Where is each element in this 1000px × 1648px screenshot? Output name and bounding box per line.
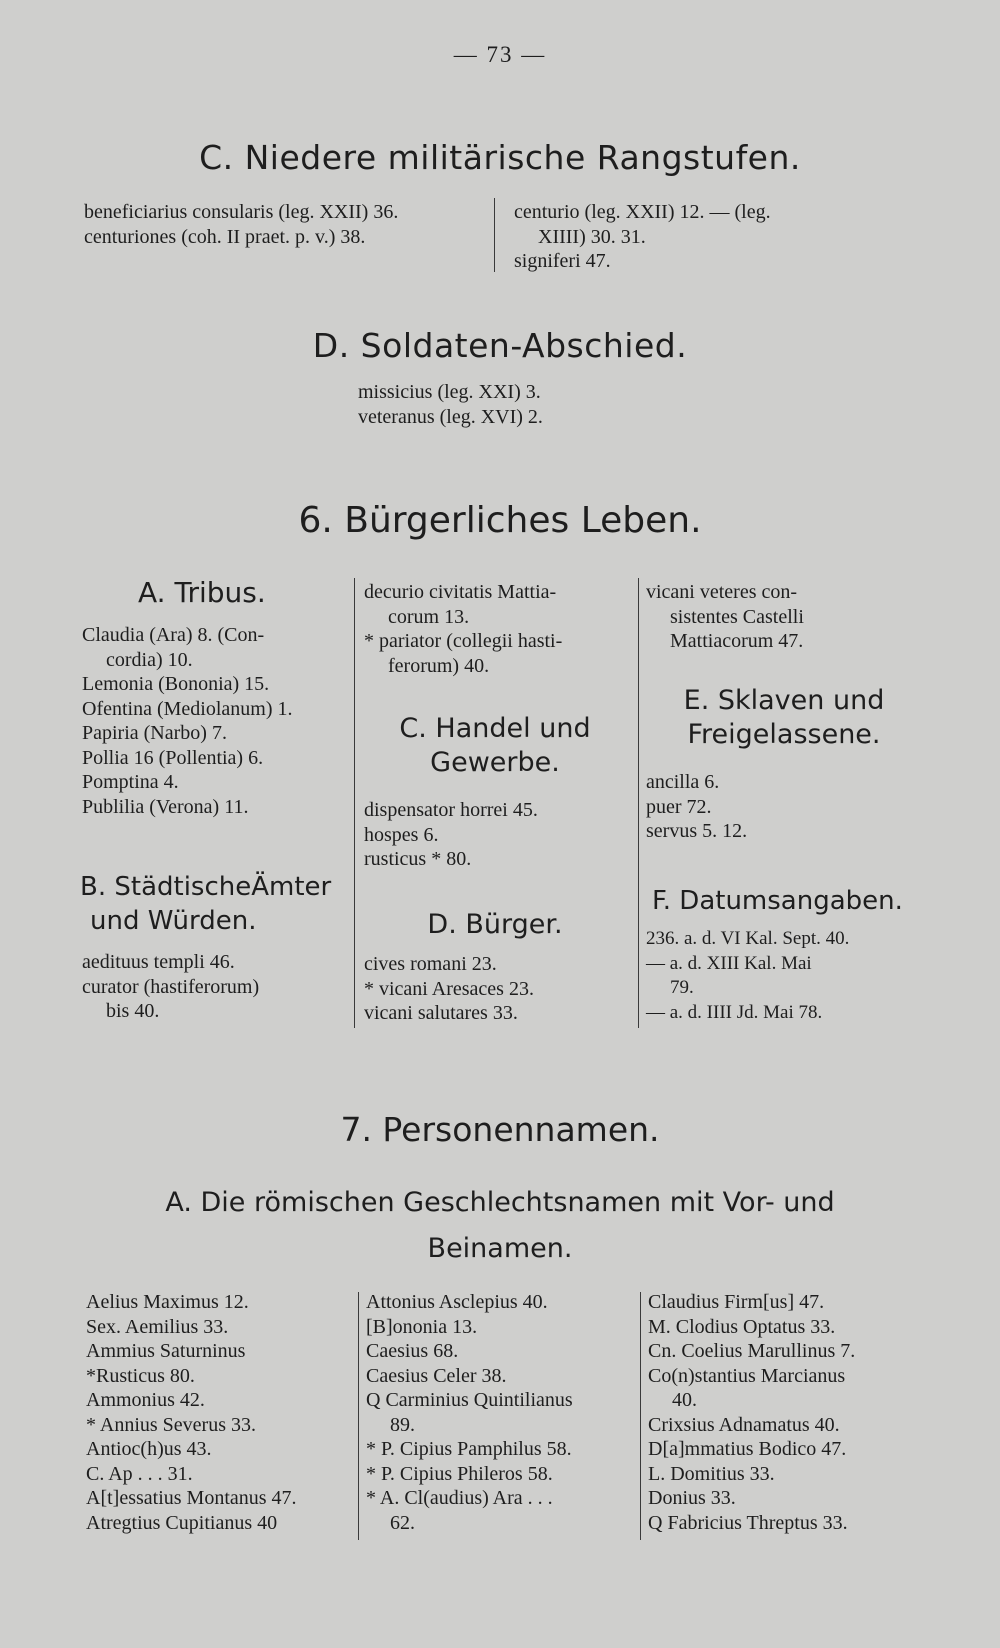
name-entry: * A. Cl(audius) Ara . . . (366, 1487, 553, 1509)
column-rule (638, 578, 639, 1028)
name-entry: Antioc(h)us 43. (86, 1438, 212, 1460)
names-column-2 (366, 1290, 636, 1535)
tribus-list (82, 623, 352, 819)
text-line: hospes 6. (364, 823, 439, 846)
name-entry: Co(n)stantius Marcianus (648, 1364, 846, 1387)
text-line: Pollia 16 (Pollentia) 6. (82, 746, 264, 769)
name-entry: Aelius Maximus 12. (86, 1291, 249, 1313)
name-entry: Q Carminius Quintilianus (366, 1389, 573, 1411)
text-line: cives romani 23. (364, 953, 497, 975)
text-line: bis 40. (106, 1000, 160, 1022)
col2-top (364, 580, 634, 678)
name-entry: Attonius Asclepius 40. (366, 1291, 548, 1313)
name-entry: * Annius Severus 33. (86, 1413, 256, 1436)
text-line: aedituus templi 46. (82, 951, 235, 973)
text-line: Claudia (Ara) 8. (Con- (82, 624, 265, 646)
heading-line: Gewerbe. (430, 747, 560, 778)
text-line: centurio (leg. XXII) 12. — (leg. (514, 201, 771, 223)
heading-line: und Würden. (90, 906, 257, 936)
sklaven-heading (646, 684, 922, 752)
name-entry: Caesius 68. (366, 1340, 459, 1362)
text-line: Ofentina (Mediolanum) 1. (82, 697, 293, 720)
aemter-heading (80, 870, 350, 938)
name-entry: Ammius Saturninus (86, 1340, 246, 1362)
text-line: veteranus (leg. XVI) 2. (358, 405, 543, 428)
column-rule (358, 1292, 359, 1540)
sklaven-list (646, 770, 916, 844)
text-line: missicius (leg. XXI) 3. (358, 381, 541, 403)
heading-line: E. Sklaven und (683, 685, 885, 716)
name-entry: Sex. Aemilius 33. (86, 1315, 229, 1338)
chapter-6-heading: 6. Bürgerliches Leben. (298, 500, 702, 541)
name-entry: 89. (390, 1413, 415, 1436)
section-c-left-column (84, 200, 484, 249)
name-entry: C. Ap . . . 31. (86, 1462, 193, 1485)
text-line: * vicani Aresaces 23. (364, 977, 534, 1000)
column-rule (354, 578, 355, 1028)
tribus-heading: A. Tribus. (138, 576, 266, 609)
text-line: vicani veteres con- (646, 581, 798, 603)
text-line: puer 72. (646, 795, 712, 818)
text-line: Publilia (Verona) 11. (82, 795, 249, 818)
section-d-lines (358, 380, 658, 429)
text-line: vicani salutares 33. (364, 1002, 518, 1024)
text-line: rusticus * 80. (364, 848, 472, 870)
text-line: dispensator horrei 45. (364, 799, 538, 821)
name-entry: Q Fabricius Threptus 33. (648, 1511, 848, 1534)
name-entry: L. Domitius 33. (648, 1462, 775, 1485)
datum-list (646, 927, 916, 1025)
name-entry: Donius 33. (648, 1487, 736, 1509)
name-entry: A[t]essatius Montanus 47. (86, 1487, 297, 1509)
text-line: Mattiacorum 47. (670, 630, 804, 652)
name-entry: Ammonius 42. (86, 1389, 205, 1411)
heading-line: Beinamen. (427, 1233, 573, 1264)
heading-line: C. Handel und (399, 713, 591, 744)
text-line: ferorum) 40. (388, 654, 490, 677)
text-line: curator (hastiferorum) (82, 975, 260, 998)
name-entry: *Rusticus 80. (86, 1364, 195, 1387)
name-entry: Claudius Firm[us] 47. (648, 1291, 825, 1313)
col3-top (646, 580, 916, 654)
column-rule (640, 1292, 641, 1540)
aemter-list (82, 950, 352, 1024)
chapter-7-heading: 7. Personennamen. (340, 1110, 660, 1149)
text-line: beneficiarius consularis (leg. XXII) 36. (84, 201, 399, 223)
section-c-right-column (514, 200, 914, 274)
name-entry: Caesius Celer 38. (366, 1364, 507, 1387)
name-entry: Cn. Coelius Marullinus 7. (648, 1340, 856, 1362)
name-entry: * P. Cipius Phileros 58. (366, 1462, 553, 1485)
column-rule (494, 198, 495, 272)
heading-line: Freigelassene. (687, 719, 881, 750)
handel-heading (360, 712, 630, 780)
name-entry: 40. (672, 1389, 697, 1411)
text-line: XIIII) 30. 31. (538, 225, 646, 248)
handel-list (364, 798, 634, 872)
datum-heading: F. Datumsangaben. (652, 886, 903, 916)
names-column-3 (648, 1290, 918, 1535)
name-entry: Crixsius Adnamatus 40. (648, 1413, 840, 1436)
name-entry: * P. Cipius Pamphilus 58. (366, 1438, 572, 1460)
text-line: cordia) 10. (106, 648, 193, 671)
text-line: decurio civitatis Mattia- (364, 581, 557, 603)
buerger-heading: D. Bürger. (427, 909, 563, 940)
name-entry: [B]ononia 13. (366, 1315, 478, 1338)
text-line: Papiria (Narbo) 7. (82, 722, 227, 744)
chapter-7-subheading (0, 1180, 1000, 1272)
heading-line: A. Die römischen Geschlechtsnamen mit Vor- und (165, 1187, 835, 1218)
text-line: servus 5. 12. (646, 820, 748, 842)
name-entry: M. Clodius Optatus 33. (648, 1315, 836, 1338)
section-c-heading: C. Niedere militärische Rangstufen. (199, 138, 801, 177)
names-column-1 (86, 1290, 356, 1535)
page-number: — 73 — (453, 42, 547, 67)
name-entry: Atregtius Cupitianus 40 (86, 1511, 278, 1534)
text-line: centuriones (coh. II praet. p. v.) 38. (84, 225, 366, 248)
heading-line: B. StädtischeÄmter (80, 872, 332, 902)
text-line: Pomptina 4. (82, 771, 179, 793)
text-line: 236. a. d. VI Kal. Sept. 40. (646, 928, 850, 949)
text-line: — a. d. XIII Kal. Mai (646, 952, 812, 974)
name-entry: 62. (390, 1511, 415, 1534)
text-line: sistentes Castelli (670, 605, 804, 628)
text-line: — a. d. IIII Jd. Mai 78. (646, 1001, 823, 1023)
text-line: Lemonia (Bononia) 15. (82, 673, 270, 695)
text-line: corum 13. (388, 605, 470, 628)
name-entry: D[a]mmatius Bodico 47. (648, 1438, 847, 1460)
buerger-list (364, 952, 634, 1026)
section-d-heading: D. Soldaten-Abschied. (312, 326, 688, 365)
text-line: signiferi 47. (514, 250, 611, 272)
text-line: ancilla 6. (646, 771, 720, 793)
text-line: * pariator (collegii hasti- (364, 630, 563, 652)
text-line: 79. (670, 977, 694, 998)
